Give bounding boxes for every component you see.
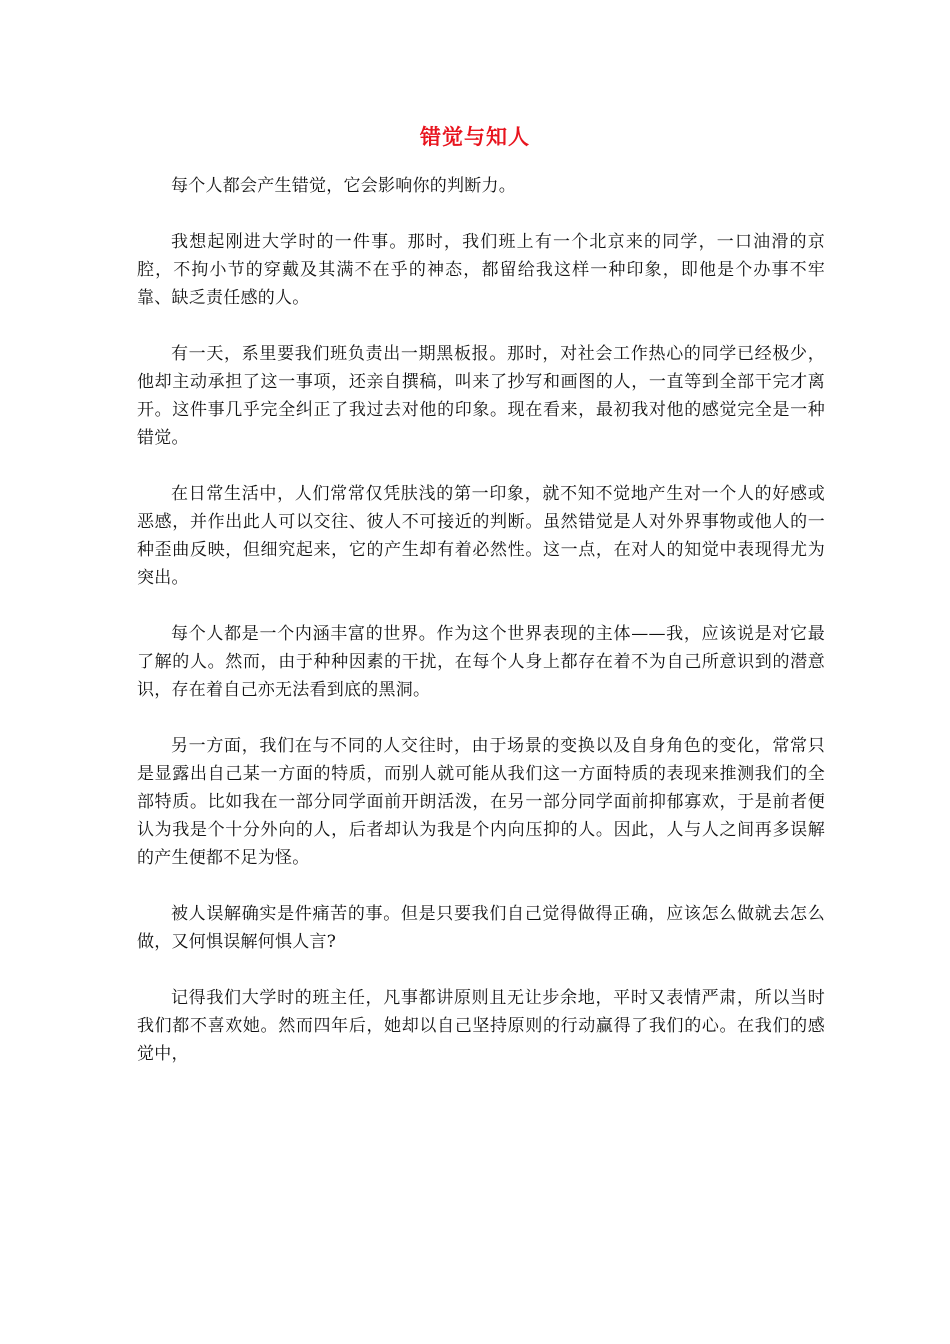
paragraph: 有一天，系里要我们班负责出一期黑板报。那时，对社会工作热心的同学已经极少，他却主动承担了这一事项，还亲自撰稿，叫来了抄写和画图的人，一直等到全部干完才离开。这件事几乎完全纠正了我过去对他的印象。现在看来，最初我对他的感觉完全是一种错觉。 bbox=[137, 344, 825, 448]
paragraph: 在日常生活中，人们常常仅凭肤浅的第一印象，就不知不觉地产生对一个人的好感或恶感，并作出此人可以交往、彼人不可接近的判断。虽然错觉是人对外界事物或他人的一种歪曲反映，但细究起来，它的产生却有着必然性。这一点，在对人的知觉中表现得尤为突出。 bbox=[137, 484, 825, 588]
paragraph: 被人误解确实是件痛苦的事。但是只要我们自己觉得做得正确，应该怎么做就去怎么做，又何惧误解何惧人言? bbox=[137, 904, 825, 952]
paragraph: 每个人都是一个内涵丰富的世界。作为这个世界表现的主体——我，应该说是对它最了解的人。然而，由于种种因素的干扰，在每个人身上都存在着不为自己所意识到的潜意识，存在着自己亦无法看到底的黑洞。 bbox=[137, 624, 825, 700]
paragraph: 我想起刚进大学时的一件事。那时，我们班上有一个北京来的同学，一口油滑的京腔，不拘小节的穿戴及其满不在乎的神态，都留给我这样一种印象，即他是个办事不牢靠、缺乏责任感的人。 bbox=[137, 232, 825, 308]
document-body bbox=[137, 172, 825, 1096]
document-title: 错觉与知人 bbox=[420, 124, 530, 149]
paragraph: 记得我们大学时的班主任，凡事都讲原则且无让步余地，平时又表情严肃，所以当时我们都不喜欢她。然而四年后，她却以自己坚持原则的行动赢得了我们的心。在我们的感觉中， bbox=[137, 988, 825, 1064]
paragraph: 每个人都会产生错觉，它会影响你的判断力。 bbox=[171, 176, 516, 196]
paragraph: 另一方面，我们在与不同的人交往时，由于场景的变换以及自身角色的变化，常常只是显露出自己某一方面的特质，而别人就可能从我们这一方面特质的表现来推测我们的全部特质。比如我在一部分同学面前开朗活泼，在另一部分同学面前抑郁寡欢，于是前者便认为我是个十分外向的人，后者却认为我是个内向压抑的人。因此，人与人之间再多误解的产生便都不足为怪。 bbox=[137, 736, 825, 868]
